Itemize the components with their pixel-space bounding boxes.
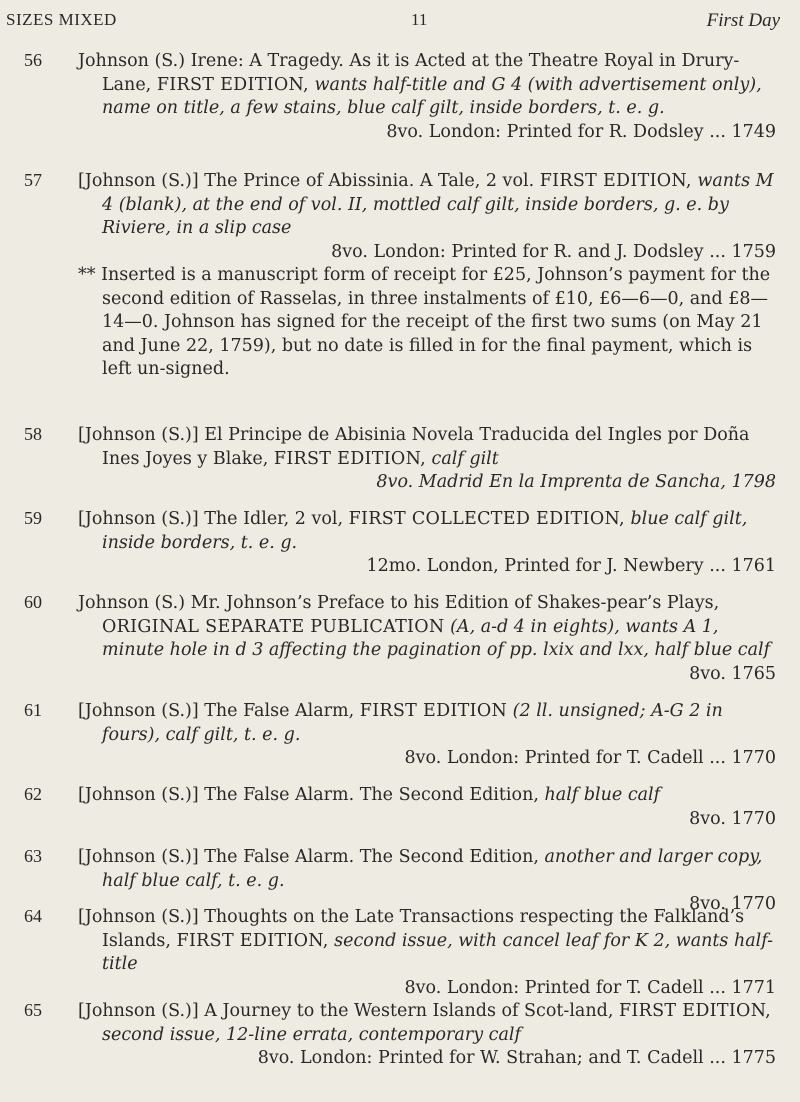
edition-statement: FIRST COLLECTED EDITION, [348, 509, 625, 529]
lot-description [78, 1000, 780, 1071]
condition-note: another and larger copy, half blue calf, t. e. g. [102, 847, 763, 891]
lot-number: 62 [24, 784, 42, 804]
imprint: 8vo. London: Printed for T. Cadell ... 1770 [404, 748, 776, 768]
lot-title: [Johnson (S.)] El Principe de Abisinia Novela Traducida del Ingles por Doña Ines Joyes y Blake, [78, 425, 750, 469]
lot-title: [Johnson (S.)] The False Alarm. The Second Edition, [78, 847, 539, 867]
lot-number: 65 [24, 1000, 42, 1020]
edition-statement: FIRST EDITION [359, 701, 508, 721]
lot-description [78, 170, 780, 382]
running-head [6, 10, 780, 36]
lot-number: 64 [24, 906, 42, 926]
imprint: 8vo. 1770 [689, 808, 776, 829]
condition-note: second issue, with cancel leaf for K 2, wants half-title [102, 930, 774, 974]
imprint: 8vo. 1765 [689, 663, 776, 684]
lot-number: 60 [24, 592, 42, 612]
condition-note: (2 ll. unsigned; A-G 2 in fours), calf gilt, t. e. g. [102, 701, 723, 745]
condition-note: (A, a-d 4 in eights), wants A 1, minute hole in d 3 affecting the pagination of pp. lxix and lxx, half blue calf [102, 616, 771, 660]
lot-number: 61 [24, 700, 42, 720]
lot-title: [Johnson (S.)] The False Alarm, [78, 701, 355, 721]
edition-statement: ORIGINAL SEPARATE PUBLICATION [102, 616, 445, 637]
imprint: 8vo. London: Printed for T. Cadell ... 1771 [404, 977, 776, 998]
condition-note: wants M 4 (blank), at the end of vol. II, mottled calf gilt, inside borders, g. e. by Riviere, in a slip case [102, 171, 774, 238]
lot-description [78, 906, 780, 1000]
lot-number: 63 [24, 846, 42, 866]
edition-statement: FIRST EDITION, [156, 74, 309, 95]
imprint: 8vo. London: Printed for R. Dodsley ... 1749 [386, 121, 776, 142]
condition-note: blue calf gilt, inside borders, t. e. g. [102, 509, 748, 553]
lot-description [78, 784, 780, 831]
lot-title: [Johnson (S.)] A Journey to the Western Islands of Scot-land, [78, 1001, 614, 1021]
lot-description [78, 700, 780, 771]
manuscript-note: ** Inserted is a manuscript form of receipt for £25, Johnson’s payment for the second edition of Rasselas, in three instalments of £10, £6—6—0, and £8—14—0. Johnson has signed for the receipt of the first two sums (on May 21 and June 22, 1759), but no date is filled in for the final payment, which is left un-signed. [78, 265, 771, 379]
running-head-sale-day: First Day [706, 10, 780, 31]
lot-description [78, 592, 780, 686]
imprint: 8vo. London: Printed for W. Strahan; and T. Cadell ... 1775 [257, 1048, 776, 1068]
edition-statement: FIRST EDITION, [273, 448, 426, 469]
lot-title: [Johnson (S.)] Thoughts on the Late Transactions respecting the Falkland’s Islands, [78, 907, 745, 951]
imprint: 8vo. Madrid En la Imprenta de Sancha, 1798 [376, 472, 776, 492]
imprint: 12mo. London, Printed for J. Newbery ... 1761 [366, 556, 776, 576]
edition-statement: FIRST EDITION, [618, 1001, 772, 1021]
lot-description [78, 508, 780, 579]
imprint: 8vo. London: Printed for R. and J. Dodsley ... 1759 [331, 241, 776, 262]
lot-title: Johnson (S.) Irene: A Tragedy. As it is Acted at the Theatre Royal in Drury-Lane, [78, 51, 740, 95]
edition-statement: FIRST EDITION, [539, 171, 692, 191]
condition-note: half blue calf [544, 785, 661, 805]
lot-title: [Johnson (S.)] The False Alarm. The Second Edition, [78, 785, 539, 805]
lot-description [78, 424, 780, 495]
lot-number: 57 [24, 170, 42, 190]
page-number: 11 [411, 10, 428, 29]
lot-description [78, 50, 780, 144]
lot-number: 58 [24, 424, 42, 444]
lot-title: [Johnson (S.)] The Idler, 2 vol, [78, 509, 344, 529]
running-head-section: SIZES MIXED [6, 10, 117, 29]
imprint: 8vo. 1770 [689, 894, 776, 914]
lot-number: 59 [24, 508, 42, 528]
lot-title: Johnson (S.) Mr. Johnson’s Preface to his Edition of Shakes-pear’s Plays, [78, 593, 720, 613]
condition-note: wants half-title and G 4 (with advertisement only), name on title, a few stains, blue calf gilt, inside borders, t. e. g. [102, 74, 762, 118]
condition-note: calf gilt [431, 448, 499, 469]
edition-statement: FIRST EDITION, [176, 930, 329, 951]
lot-number: 56 [24, 50, 42, 70]
condition-note: second issue, 12-line errata, contemporary calf [102, 1024, 521, 1045]
lot-title: [Johnson (S.)] The Prince of Abissinia. A Tale, 2 vol. [78, 171, 535, 191]
